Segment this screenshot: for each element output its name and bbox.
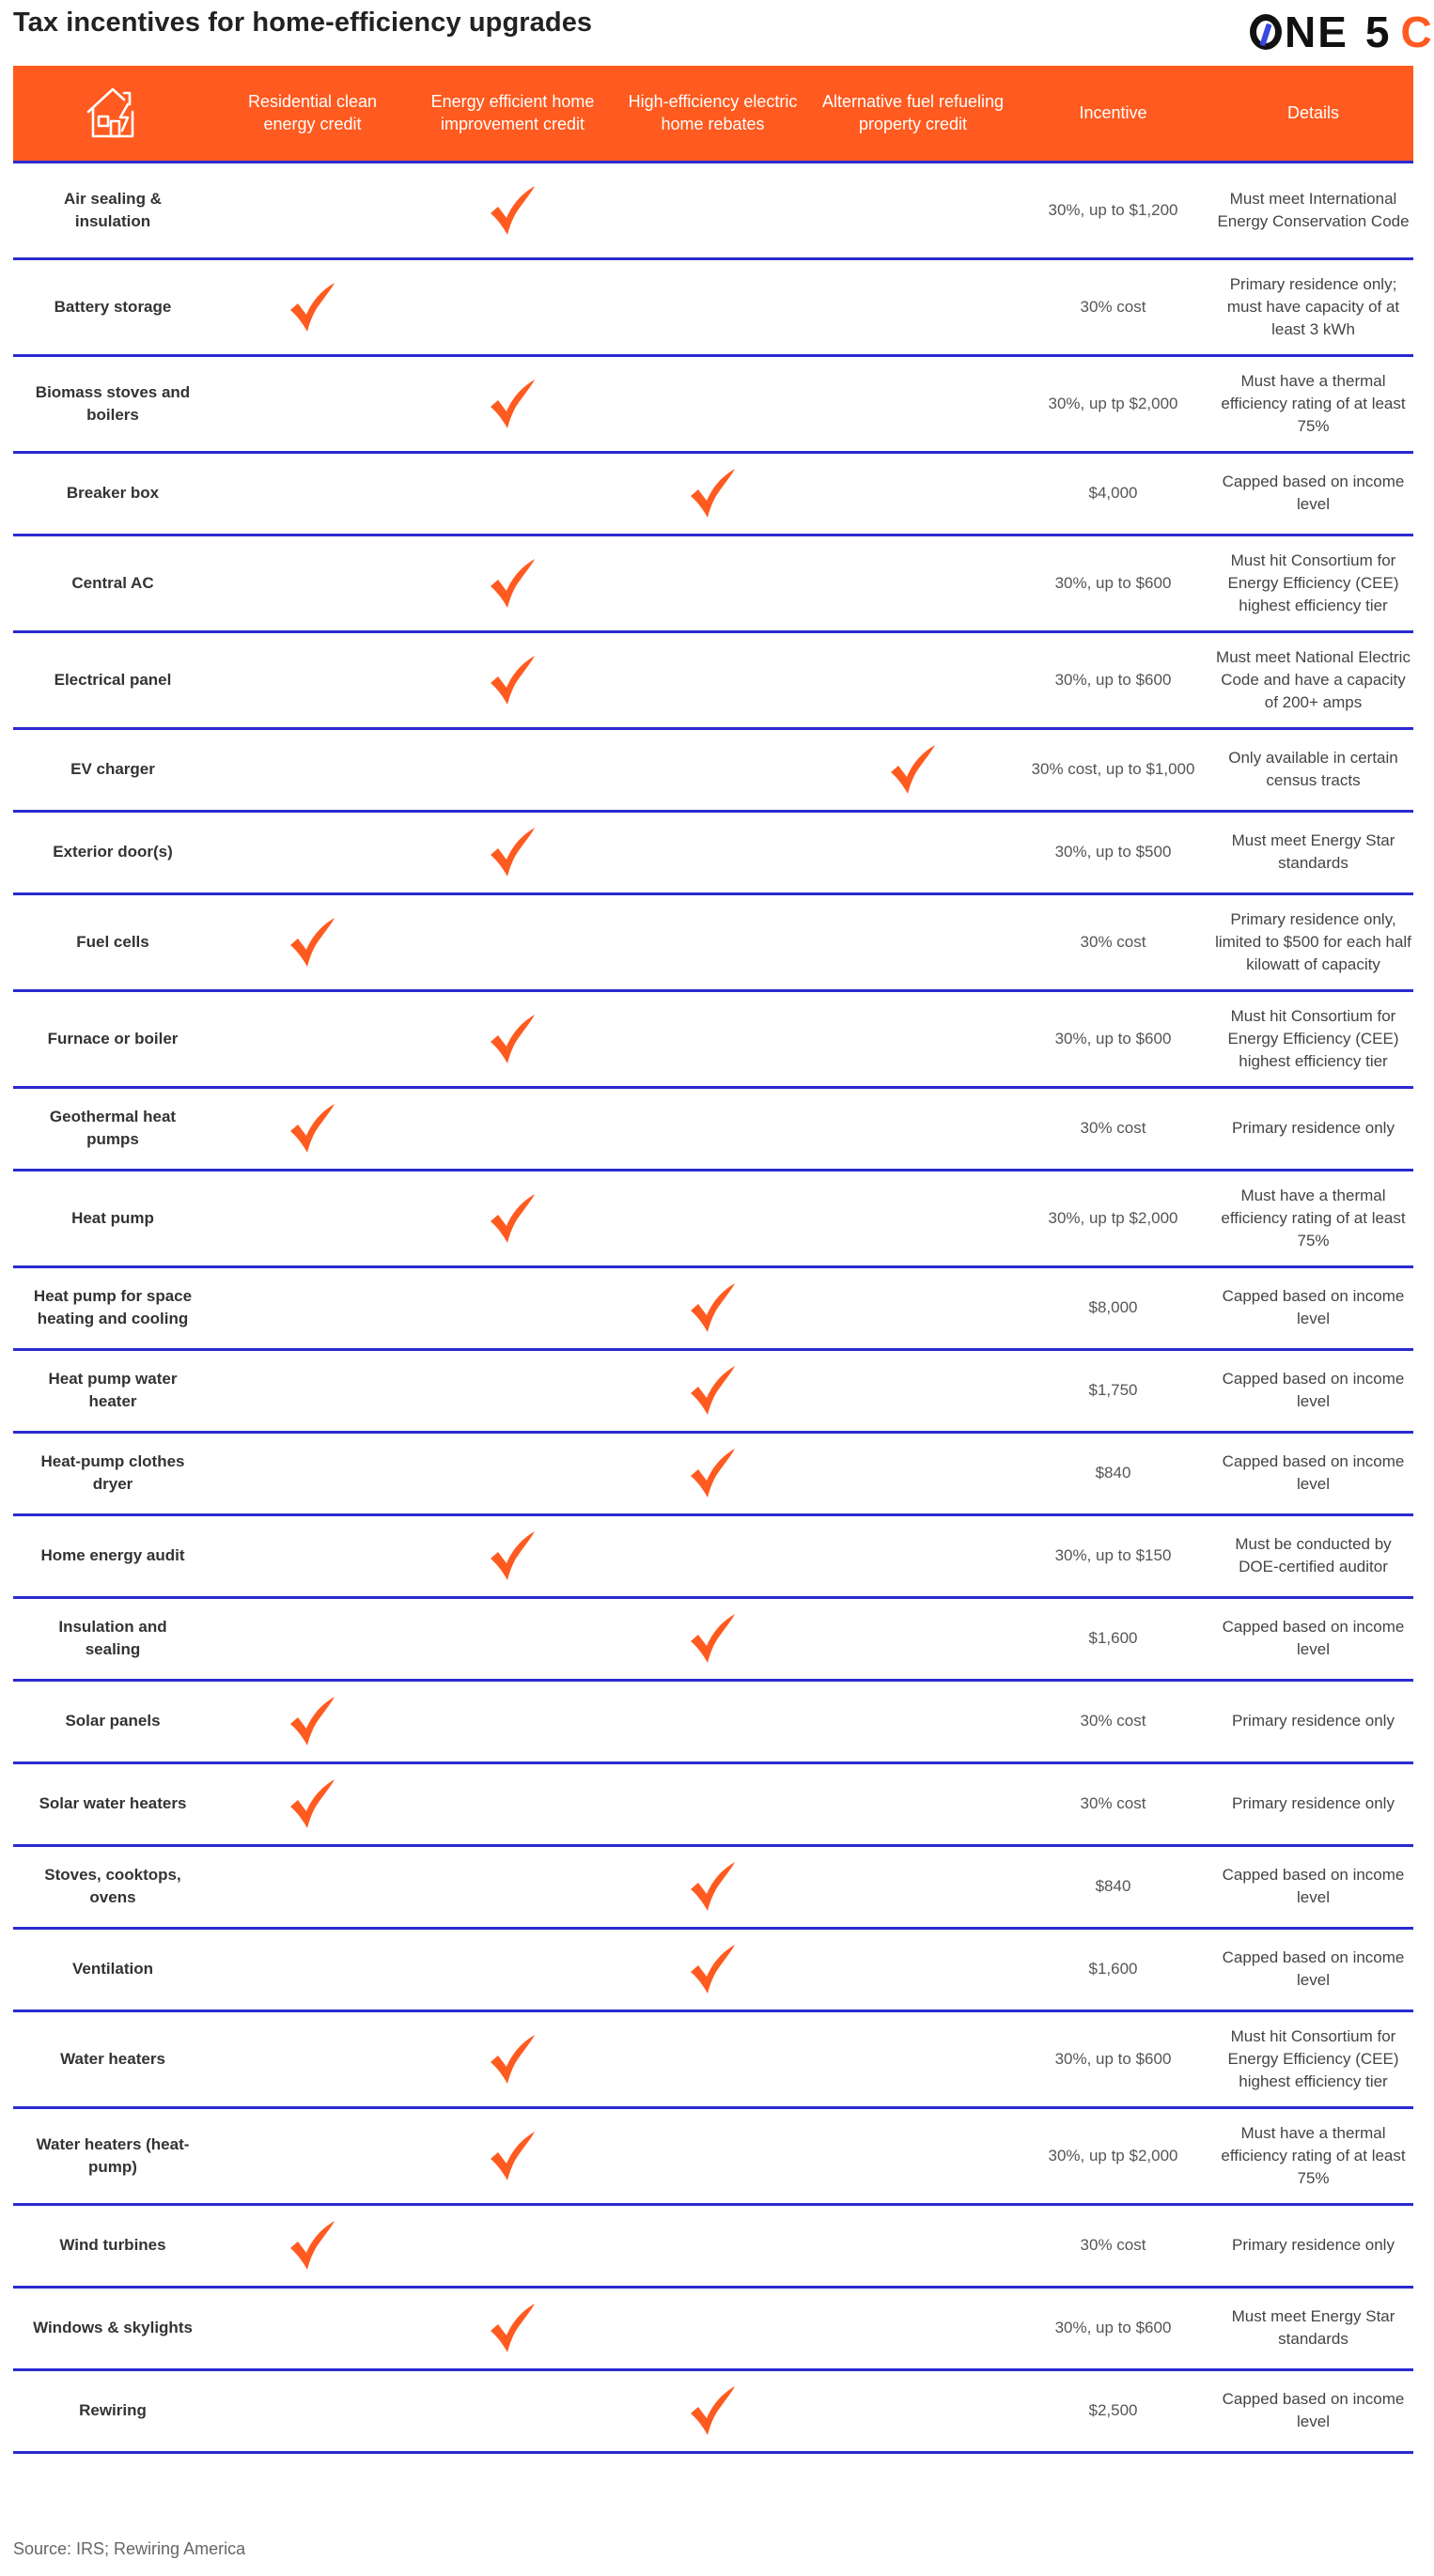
row-details: Must have a thermal efficiency rating of at least 75% bbox=[1221, 1186, 1406, 1249]
checkmark-icon bbox=[488, 2303, 538, 2353]
table-row bbox=[13, 990, 1413, 1087]
row-incentive: 30% cost, up to $1,000 bbox=[1031, 760, 1195, 778]
credit-cell-2 bbox=[613, 2107, 813, 2204]
table-row bbox=[13, 1087, 1413, 1170]
table-row bbox=[13, 258, 1413, 355]
checkmark-icon bbox=[688, 1448, 739, 1498]
credit-cell-3 bbox=[813, 2107, 1013, 2204]
row-item-name: Stoves, cooktops, ovens bbox=[44, 1866, 181, 1906]
row-item-name: Air sealing & insulation bbox=[64, 189, 162, 230]
credit-cell-0 bbox=[212, 1762, 413, 1845]
checkmark-icon bbox=[488, 827, 538, 877]
credit-cell-0 bbox=[212, 990, 413, 1087]
checkmark-icon bbox=[688, 2385, 739, 2436]
credit-cell-2 bbox=[613, 1845, 813, 1928]
row-incentive: 30%, up to $150 bbox=[1054, 1546, 1172, 1564]
logo-text-c: C bbox=[1400, 8, 1434, 56]
credit-cell-0 bbox=[212, 1597, 413, 1680]
checkmark-icon bbox=[288, 2220, 338, 2271]
row-details: Primary residence only bbox=[1232, 1712, 1395, 1730]
credit-cell-1 bbox=[413, 2369, 613, 2452]
row-incentive: 30%, up to $600 bbox=[1054, 2319, 1172, 2336]
incentives-table bbox=[13, 66, 1413, 2454]
header-icon-cell bbox=[13, 66, 212, 162]
checkmark-icon bbox=[488, 1193, 538, 1244]
row-item-name: Heat-pump clothes dryer bbox=[40, 1452, 185, 1493]
row-incentive: $8,000 bbox=[1088, 1298, 1138, 1316]
credit-cell-1 bbox=[413, 1680, 613, 1762]
row-item-name: Windows & skylights bbox=[33, 2319, 193, 2336]
credit-cell-3 bbox=[813, 355, 1013, 452]
checkmark-icon bbox=[688, 1282, 739, 1333]
table-header-row bbox=[13, 66, 1413, 162]
credit-cell-1 bbox=[413, 355, 613, 452]
credit-cell-1 bbox=[413, 1170, 613, 1266]
checkmark-icon bbox=[688, 468, 739, 519]
table-row bbox=[13, 728, 1413, 811]
row-incentive: 30% cost bbox=[1080, 1712, 1146, 1730]
credit-cell-2 bbox=[613, 1087, 813, 1170]
credit-cell-2 bbox=[613, 728, 813, 811]
row-incentive: 30%, up to $600 bbox=[1054, 573, 1172, 592]
credit-cell-2 bbox=[613, 990, 813, 1087]
credit-cell-2 bbox=[613, 1514, 813, 1597]
source-note: Source: IRS; Rewiring America bbox=[13, 2539, 246, 2558]
credit-cell-0 bbox=[212, 1087, 413, 1170]
credit-cell-3 bbox=[813, 535, 1013, 631]
row-incentive: 30% cost bbox=[1080, 1794, 1146, 1812]
row-item-name: Solar panels bbox=[65, 1712, 161, 1730]
row-details: Capped based on income level bbox=[1222, 1370, 1405, 1410]
table-row bbox=[13, 452, 1413, 535]
credit-cell-1 bbox=[413, 2107, 613, 2204]
row-incentive: $840 bbox=[1095, 1464, 1131, 1482]
checkmark-icon bbox=[288, 1696, 338, 1746]
credit-cell-0 bbox=[212, 728, 413, 811]
credit-cell-3 bbox=[813, 728, 1013, 811]
table-body bbox=[13, 162, 1413, 2452]
row-details: Must meet International Energy Conservation Code bbox=[1217, 189, 1410, 230]
row-details: Must have a thermal efficiency rating of at least 75% bbox=[1221, 371, 1406, 435]
credit-cell-3 bbox=[813, 990, 1013, 1087]
row-details: Primary residence only, limited to $500 for each half kilowatt of capacity bbox=[1215, 909, 1411, 973]
credit-cell-3 bbox=[813, 2010, 1013, 2107]
row-incentive: 30% cost bbox=[1080, 2236, 1146, 2254]
row-details: Only available in certain census tracts bbox=[1228, 749, 1398, 789]
header-incentive: Incentive bbox=[1013, 66, 1213, 162]
row-incentive: $4,000 bbox=[1088, 484, 1138, 502]
credit-cell-1 bbox=[413, 1597, 613, 1680]
credit-cell-3 bbox=[813, 1170, 1013, 1266]
row-item-name: Biomass stoves and boilers bbox=[35, 382, 191, 424]
header-details: Details bbox=[1213, 66, 1413, 162]
credit-cell-0 bbox=[212, 2287, 413, 2369]
checkmark-icon bbox=[288, 282, 338, 333]
table-row bbox=[13, 355, 1413, 452]
row-details: Must hit Consortium for Energy Efficiency (CEE) highest efficiency tier bbox=[1227, 551, 1399, 614]
credit-cell-0 bbox=[212, 1845, 413, 1928]
row-incentive: 30%, up to $600 bbox=[1054, 1029, 1172, 1047]
row-incentive: $1,750 bbox=[1088, 1381, 1138, 1399]
row-incentive: 30%, up tp $2,000 bbox=[1048, 2146, 1178, 2165]
credit-cell-2 bbox=[613, 631, 813, 728]
credit-cell-2 bbox=[613, 1597, 813, 1680]
credit-cell-1 bbox=[413, 728, 613, 811]
checkmark-icon bbox=[688, 1861, 739, 1912]
credit-cell-3 bbox=[813, 1349, 1013, 1432]
table-row bbox=[13, 535, 1413, 631]
credit-cell-1 bbox=[413, 893, 613, 990]
row-item-name: Heat pump for space heating and cooling bbox=[33, 1287, 193, 1327]
header-high-efficiency-rebates: High-efficiency electric home rebates bbox=[613, 66, 813, 162]
credit-cell-2 bbox=[613, 2369, 813, 2452]
table-row bbox=[13, 1170, 1413, 1266]
row-details: Primary residence only; must have capacity of at least 3 kWh bbox=[1226, 274, 1400, 338]
credit-cell-0 bbox=[212, 2107, 413, 2204]
checkmark-icon bbox=[688, 1365, 739, 1416]
credit-cell-1 bbox=[413, 258, 613, 355]
checkmark-icon bbox=[688, 1944, 739, 1994]
credit-cell-0 bbox=[212, 1432, 413, 1514]
credit-cell-2 bbox=[613, 1762, 813, 1845]
row-incentive: $2,500 bbox=[1088, 2401, 1138, 2419]
credit-cell-1 bbox=[413, 1087, 613, 1170]
row-item-name: Battery storage bbox=[54, 297, 172, 316]
row-item-name: Heat pump bbox=[71, 1208, 154, 1227]
credit-cell-2 bbox=[613, 258, 813, 355]
table-row bbox=[13, 162, 1413, 258]
row-item-name: Ventilation bbox=[72, 1960, 153, 1978]
checkmark-icon bbox=[488, 1530, 538, 1581]
row-incentive: 30% cost bbox=[1080, 297, 1146, 316]
row-details: Capped based on income level bbox=[1222, 1618, 1405, 1658]
table-row bbox=[13, 1845, 1413, 1928]
row-details: Capped based on income level bbox=[1222, 2390, 1405, 2430]
row-incentive: 30% cost bbox=[1080, 1119, 1146, 1137]
checkmark-icon bbox=[488, 1014, 538, 1064]
logo bbox=[1250, 9, 1434, 54]
row-details: Primary residence only bbox=[1232, 2236, 1395, 2254]
credit-cell-2 bbox=[613, 162, 813, 258]
credit-cell-2 bbox=[613, 1432, 813, 1514]
table-row bbox=[13, 811, 1413, 893]
credit-cell-0 bbox=[212, 1349, 413, 1432]
table-row bbox=[13, 1432, 1413, 1514]
table-row bbox=[13, 1928, 1413, 2010]
row-details: Capped based on income level bbox=[1222, 1948, 1405, 1989]
table-row bbox=[13, 1597, 1413, 1680]
house-lightning-icon bbox=[83, 84, 143, 142]
row-details: Must have a thermal efficiency rating of at least 75% bbox=[1221, 2123, 1406, 2187]
row-details: Capped based on income level bbox=[1222, 1452, 1405, 1493]
credit-cell-1 bbox=[413, 2010, 613, 2107]
credit-cell-1 bbox=[413, 535, 613, 631]
row-details: Must hit Consortium for Energy Efficiency (CEE) highest efficiency tier bbox=[1227, 2026, 1399, 2090]
row-incentive: 30%, up tp $2,000 bbox=[1048, 394, 1178, 412]
row-details: Must meet Energy Star standards bbox=[1231, 2307, 1395, 2348]
credit-cell-1 bbox=[413, 162, 613, 258]
checkmark-icon bbox=[488, 379, 538, 429]
row-details: Must be conducted by DOE-certified auditor bbox=[1235, 1535, 1392, 1575]
credit-cell-3 bbox=[813, 1762, 1013, 1845]
credit-cell-1 bbox=[413, 2287, 613, 2369]
credit-cell-3 bbox=[813, 811, 1013, 893]
credit-cell-1 bbox=[413, 2204, 613, 2287]
credit-cell-0 bbox=[212, 535, 413, 631]
credit-cell-2 bbox=[613, 452, 813, 535]
row-item-name: Central AC bbox=[71, 573, 154, 592]
row-item-name: Fuel cells bbox=[76, 932, 149, 951]
credit-cell-1 bbox=[413, 990, 613, 1087]
credit-cell-0 bbox=[212, 1170, 413, 1266]
row-item-name: Insulation and sealing bbox=[58, 1618, 167, 1658]
credit-cell-3 bbox=[813, 452, 1013, 535]
credit-cell-2 bbox=[613, 535, 813, 631]
row-item-name: Exterior door(s) bbox=[53, 843, 173, 861]
credit-cell-1 bbox=[413, 1928, 613, 2010]
row-details: Primary residence only bbox=[1232, 1119, 1395, 1137]
credit-cell-0 bbox=[212, 355, 413, 452]
checkmark-icon bbox=[688, 1613, 739, 1664]
credit-cell-0 bbox=[212, 1680, 413, 1762]
page-title: Tax incentives for home-efficiency upgrades bbox=[13, 8, 593, 38]
credit-cell-2 bbox=[613, 811, 813, 893]
row-item-name: Heat pump water heater bbox=[48, 1370, 178, 1410]
credit-cell-1 bbox=[413, 1432, 613, 1514]
row-item-name: Rewiring bbox=[79, 2401, 147, 2419]
checkmark-icon bbox=[288, 1103, 338, 1154]
table-row bbox=[13, 1349, 1413, 1432]
credit-cell-1 bbox=[413, 452, 613, 535]
credit-cell-3 bbox=[813, 1087, 1013, 1170]
credit-cell-2 bbox=[613, 1928, 813, 2010]
credit-cell-0 bbox=[212, 452, 413, 535]
zero-icon bbox=[1250, 14, 1282, 50]
row-details: Must meet Energy Star standards bbox=[1231, 831, 1395, 872]
credit-cell-1 bbox=[413, 1266, 613, 1349]
credit-cell-3 bbox=[813, 162, 1013, 258]
credit-cell-3 bbox=[813, 2369, 1013, 2452]
credit-cell-2 bbox=[613, 355, 813, 452]
row-item-name: Furnace or boiler bbox=[47, 1029, 179, 1047]
table-row bbox=[13, 893, 1413, 990]
row-incentive: $840 bbox=[1095, 1877, 1131, 1895]
credit-cell-1 bbox=[413, 1514, 613, 1597]
checkmark-icon bbox=[888, 744, 939, 795]
credit-cell-3 bbox=[813, 1432, 1013, 1514]
checkmark-icon bbox=[488, 2131, 538, 2181]
table-row bbox=[13, 631, 1413, 728]
credit-cell-1 bbox=[413, 631, 613, 728]
row-incentive: 30%, up to $1,200 bbox=[1048, 200, 1178, 219]
credit-cell-3 bbox=[813, 1514, 1013, 1597]
table-row bbox=[13, 1266, 1413, 1349]
credit-cell-1 bbox=[413, 811, 613, 893]
credit-cell-3 bbox=[813, 258, 1013, 355]
table-row bbox=[13, 2204, 1413, 2287]
row-item-name: Home energy audit bbox=[40, 1546, 185, 1564]
row-details: Primary residence only bbox=[1232, 1794, 1395, 1812]
checkmark-icon bbox=[488, 185, 538, 236]
row-item-name: Water heaters (heat-pump) bbox=[36, 2134, 190, 2176]
header-energy-efficient-improvement: Energy efficient home improvement credit bbox=[413, 66, 613, 162]
row-incentive: 30%, up to $600 bbox=[1054, 670, 1172, 689]
credit-cell-2 bbox=[613, 1680, 813, 1762]
credit-cell-3 bbox=[813, 1845, 1013, 1928]
credit-cell-2 bbox=[613, 2010, 813, 2107]
row-incentive: 30%, up to $500 bbox=[1054, 843, 1172, 861]
credit-cell-0 bbox=[212, 811, 413, 893]
row-item-name: Water heaters bbox=[60, 2049, 165, 2068]
credit-cell-3 bbox=[813, 1928, 1013, 2010]
row-details: Must meet National Electric Code and have a capacity of 200+ amps bbox=[1216, 647, 1411, 711]
row-item-name: Breaker box bbox=[66, 484, 160, 502]
row-details: Capped based on income level bbox=[1222, 1287, 1405, 1327]
table-row bbox=[13, 2369, 1413, 2452]
credit-cell-3 bbox=[813, 2287, 1013, 2369]
credit-cell-0 bbox=[212, 2010, 413, 2107]
row-item-name: Solar water heaters bbox=[39, 1794, 187, 1812]
table-row bbox=[13, 1514, 1413, 1597]
credit-cell-0 bbox=[212, 1928, 413, 2010]
credit-cell-3 bbox=[813, 2204, 1013, 2287]
table-row bbox=[13, 2010, 1413, 2107]
logo-text-ne: NE bbox=[1285, 8, 1348, 56]
checkmark-icon bbox=[488, 558, 538, 609]
credit-cell-2 bbox=[613, 1349, 813, 1432]
credit-cell-2 bbox=[613, 1266, 813, 1349]
credit-cell-0 bbox=[212, 893, 413, 990]
credit-cell-1 bbox=[413, 1762, 613, 1845]
row-incentive: 30%, up to $600 bbox=[1054, 2049, 1172, 2068]
table-row bbox=[13, 1680, 1413, 1762]
credit-cell-0 bbox=[212, 2204, 413, 2287]
row-item-name: Geothermal heat pumps bbox=[49, 1108, 177, 1148]
credit-cell-2 bbox=[613, 893, 813, 990]
row-incentive: 30%, up tp $2,000 bbox=[1048, 1208, 1178, 1227]
header-residential-clean-energy: Residential clean energy credit bbox=[212, 66, 413, 162]
table-row bbox=[13, 1762, 1413, 1845]
credit-cell-3 bbox=[813, 1266, 1013, 1349]
credit-cell-0 bbox=[212, 2369, 413, 2452]
credit-cell-0 bbox=[212, 258, 413, 355]
credit-cell-0 bbox=[212, 1266, 413, 1349]
row-details: Must hit Consortium for Energy Efficiency (CEE) highest efficiency tier bbox=[1227, 1006, 1399, 1070]
row-details: Capped based on income level bbox=[1222, 1866, 1405, 1906]
checkmark-icon bbox=[288, 917, 338, 968]
credit-cell-3 bbox=[813, 1597, 1013, 1680]
credit-cell-0 bbox=[212, 631, 413, 728]
checkmark-icon bbox=[488, 2034, 538, 2085]
credit-cell-3 bbox=[813, 893, 1013, 990]
credit-cell-0 bbox=[212, 162, 413, 258]
row-incentive: 30% cost bbox=[1080, 932, 1146, 951]
row-details: Capped based on income level bbox=[1222, 473, 1405, 513]
credit-cell-2 bbox=[613, 1170, 813, 1266]
row-item-name: EV charger bbox=[70, 760, 155, 778]
credit-cell-2 bbox=[613, 2287, 813, 2369]
credit-cell-1 bbox=[413, 1349, 613, 1432]
credit-cell-3 bbox=[813, 631, 1013, 728]
credit-cell-2 bbox=[613, 2204, 813, 2287]
header-alternative-fuel: Alternative fuel refueling property credit bbox=[813, 66, 1013, 162]
row-incentive: $1,600 bbox=[1088, 1629, 1138, 1647]
checkmark-icon bbox=[488, 655, 538, 706]
logo-text-five: 5 bbox=[1364, 8, 1392, 56]
credit-cell-0 bbox=[212, 1514, 413, 1597]
checkmark-icon bbox=[288, 1778, 338, 1829]
row-item-name: Electrical panel bbox=[54, 670, 172, 689]
row-item-name: Wind turbines bbox=[59, 2236, 166, 2254]
row-incentive: $1,600 bbox=[1088, 1960, 1138, 1978]
table-row bbox=[13, 2107, 1413, 2204]
credit-cell-1 bbox=[413, 1845, 613, 1928]
table-row bbox=[13, 2287, 1413, 2369]
credit-cell-3 bbox=[813, 1680, 1013, 1762]
